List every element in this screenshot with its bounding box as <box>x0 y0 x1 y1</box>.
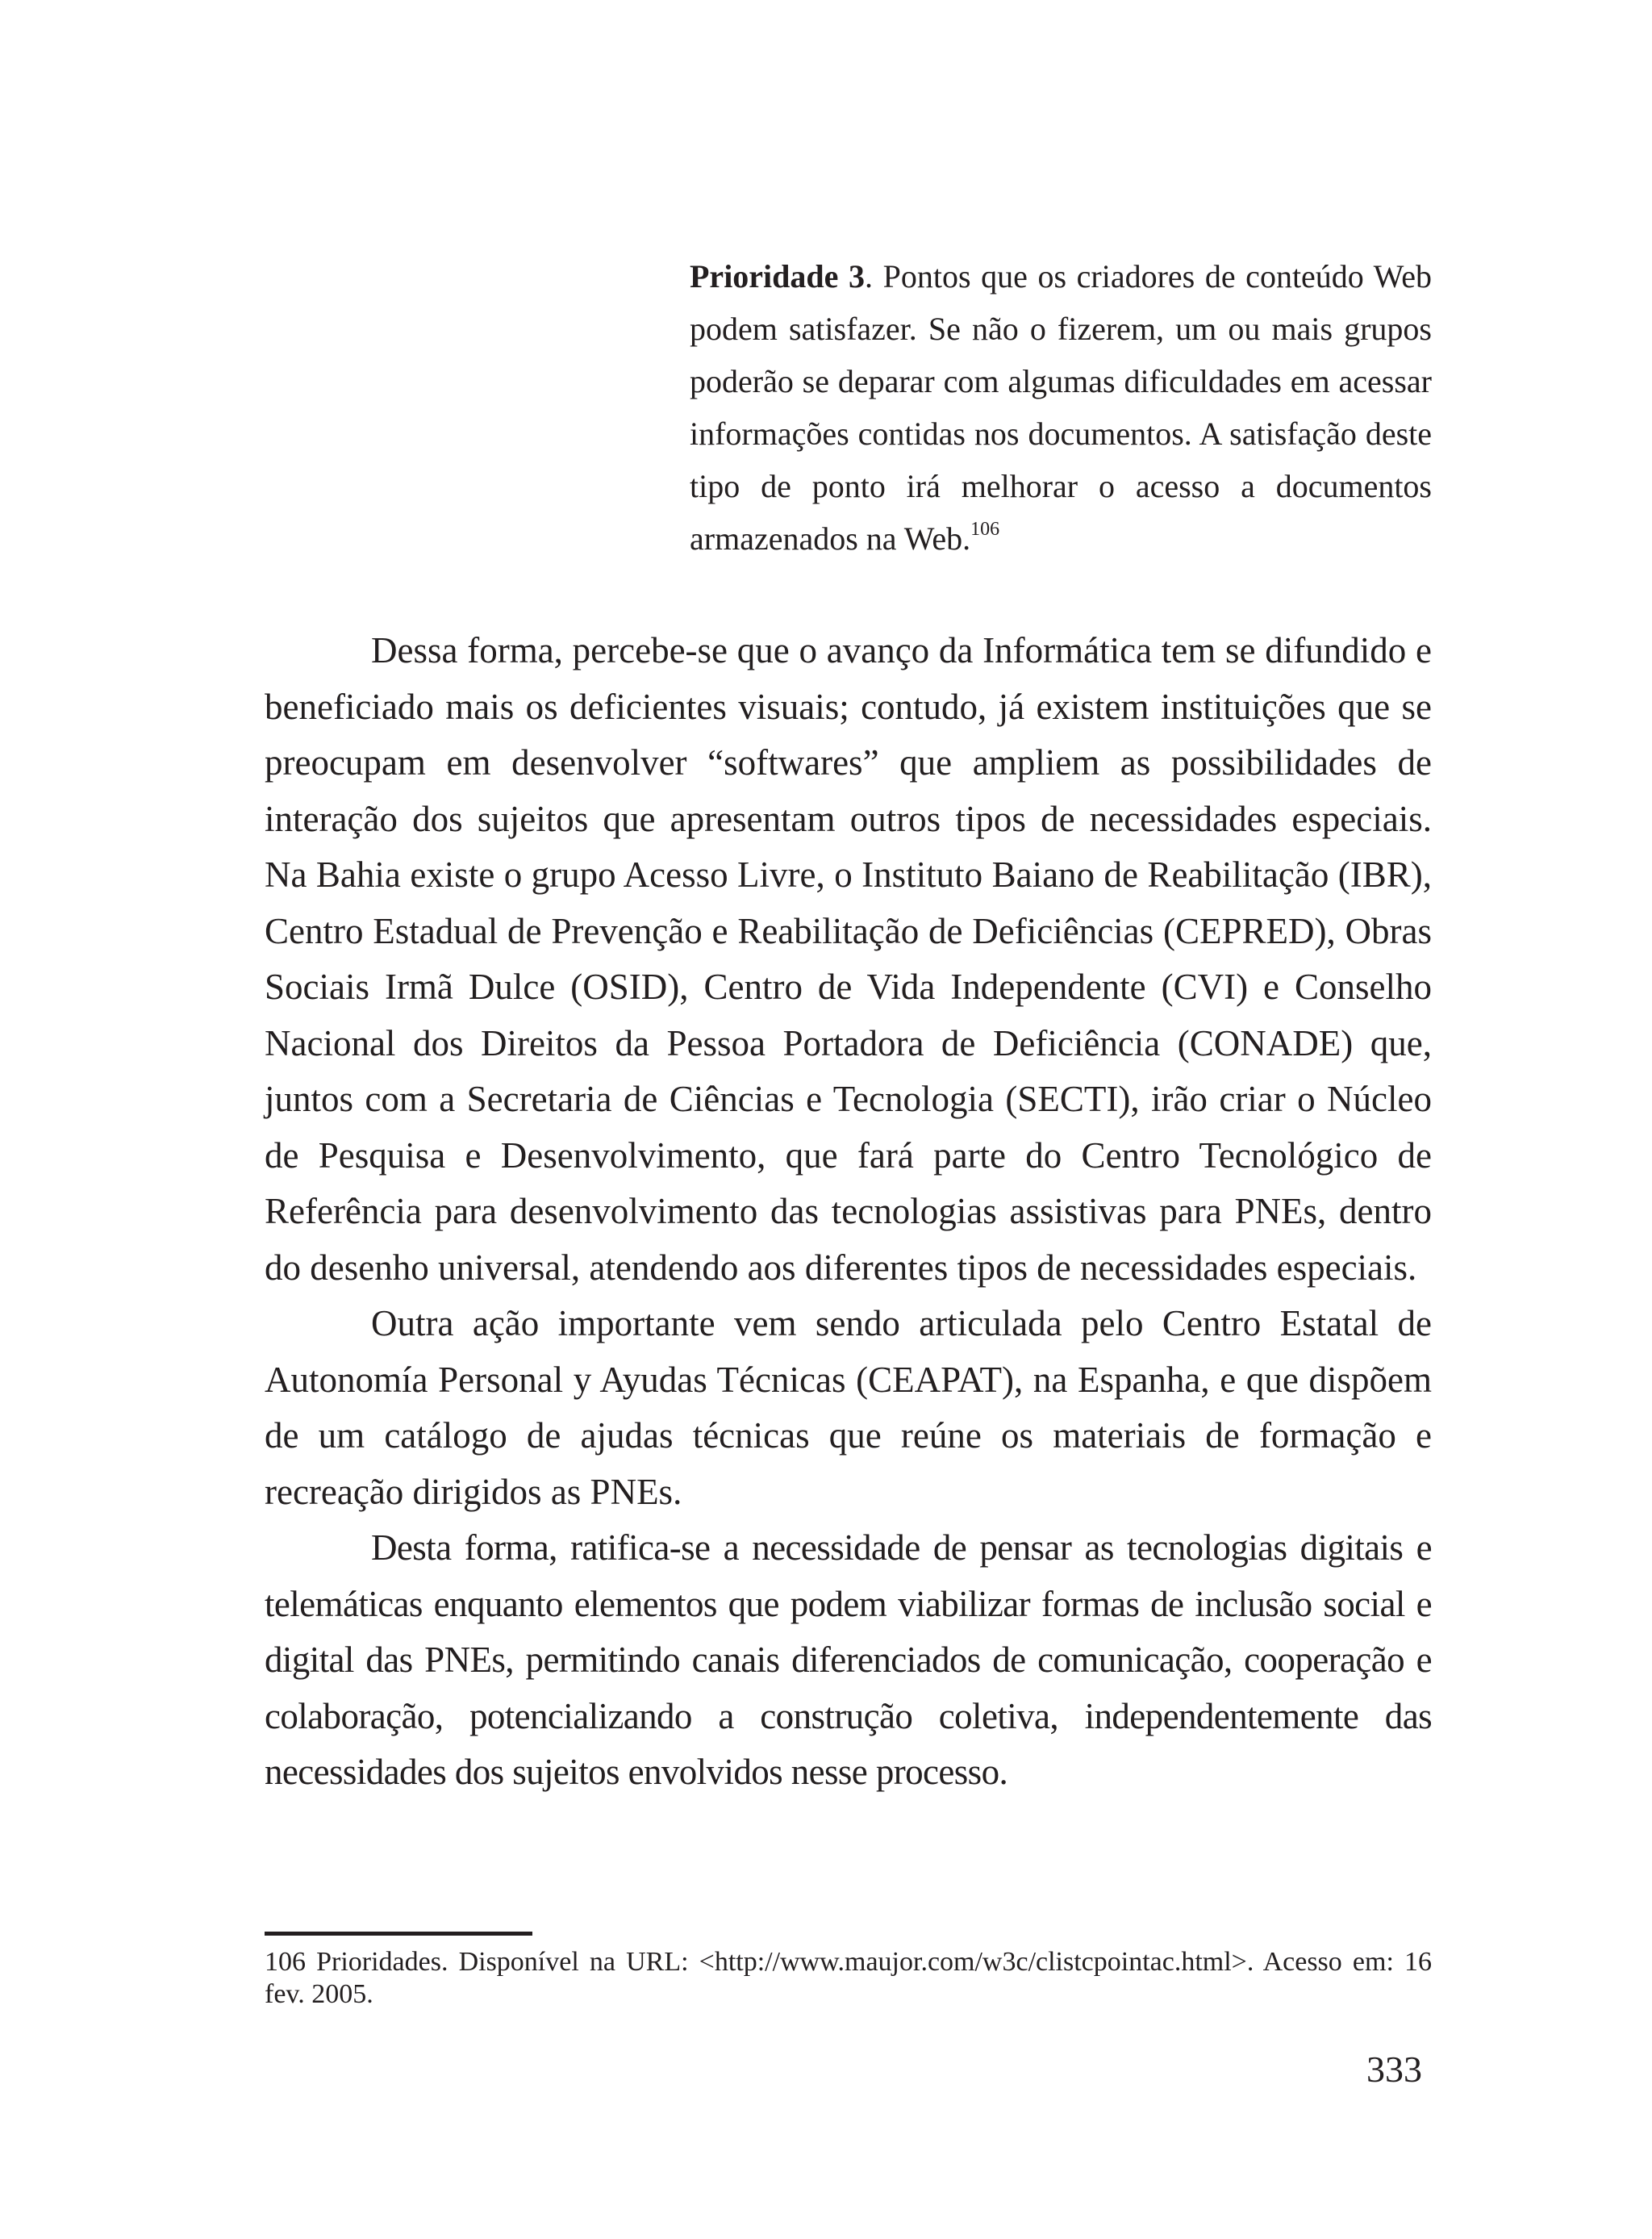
quote-text: . Pontos que os criadores de conteúdo Web podem satisfazer. Se não o fizerem, um ou mais grupos poderão se deparar com algumas dificuldades em acessar informações contidas nos documentos. A satisfação deste tipo de ponto irá melhorar o acesso a documentos armazenados na Web. <box>690 258 1432 557</box>
paragraph: Outra ação importante vem sendo articulada pelo Centro Estatal de Autonomía Personal y Ayudas Técnicas (CEAPAT), na Espanha, e que dispõem de um catálogo de ajudas técnicas que reúne os materiais de formação e recreação dirigidos as PNEs. <box>265 1303 1432 1512</box>
footnote-reference: 106 <box>970 518 1000 540</box>
body-text <box>265 623 1432 1801</box>
page-number: 333 <box>1366 2049 1422 2090</box>
footnote: 106 Prioridades. Disponível na URL: <http://www.maujor.com/w3c/clistcpointac.html>. Acesso em: 16 fev. 2005. <box>265 1947 1432 2009</box>
footnote-divider <box>265 1932 532 1936</box>
paragraph: Desta forma, ratifica-se a necessidade de pensar as tecnologias digitais e telemáticas enquanto elementos que podem viabilizar formas de inclusão social e digital das PNEs, permitindo canais diferenciados de comunicação, cooperação e colaboração, potencializando a construção coletiva, independentemente das necessidades dos sujeitos envolvidos nesse processo. <box>265 1527 1432 1792</box>
paragraph: Dessa forma, percebe-se que o avanço da Informática tem se difundido e beneficiado mais os deficientes visuais; contudo, já existem instituições que se preocupam em desenvolver “softwares” que ampliem as possibilidades de interação dos sujeitos que apresentam outros tipos de necessidades especiais. Na Bahia existe o grupo Acesso Livre, o Instituto Baiano de Reabilitação (IBR), Centro Estadual de Prevenção e Reabilitação de Deficiências (CEPRED), Obras Sociais Irmã Dulce (OSID), Centro de Vida Independente (CVI) e Conselho Nacional dos Direitos da Pessoa Portadora de Deficiência (CONADE) que, juntos com a Secretaria de Ciências e Tecnologia (SECTI), irão criar o Núcleo de Pesquisa e Desenvolvimento, que fará parte do Centro Tecnológico de Referência para desenvolvimento das tecnologias assistivas para PNEs, dentro do desenho universal, atendendo aos diferentes tipos de necessidades especiais. <box>265 630 1432 1288</box>
quote-lead: Prioridade 3 <box>690 258 866 294</box>
block-quote <box>690 250 1432 565</box>
